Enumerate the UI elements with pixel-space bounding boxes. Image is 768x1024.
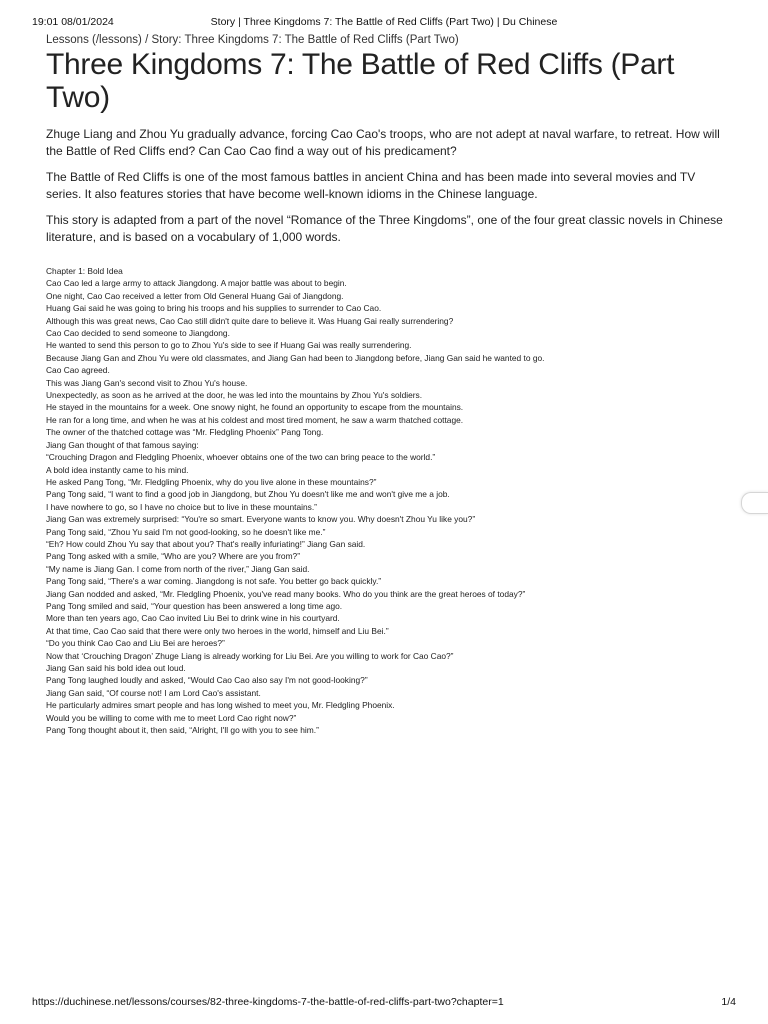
story-line: “Crouching Dragon and Fledgling Phoenix, whoever obtains one of the two can bring peace to the world.” <box>46 452 436 463</box>
story-line: One night, Cao Cao received a letter from Old General Huang Gai of Jiangdong. <box>46 290 344 301</box>
story-line: Although this was great news, Cao Cao still didn't quite dare to believe it. Was Huang Gai really surrendering? <box>46 315 454 326</box>
story-intro <box>46 126 726 246</box>
story-line: Jiang Gan thought of that famous saying: <box>46 439 199 450</box>
story-line: This was Jiang Gan's second visit to Zhou Yu's house. <box>46 377 248 388</box>
story-line: At that time, Cao Cao said that there were only two heroes in the world, himself and Liu Bei.” <box>46 625 389 636</box>
story-line: Jiang Gan said, “Of course not! I am Lord Cao's assistant. <box>46 687 261 698</box>
breadcrumb-lessons-link[interactable]: Lessons (/lessons) <box>46 34 142 46</box>
story-content <box>46 34 726 736</box>
breadcrumb-current: Story: Three Kingdoms 7: The Battle of Red Cliffs (Part Two) <box>151 34 459 46</box>
breadcrumb <box>46 34 726 46</box>
story-line: Huang Gai said he was going to bring his troops and his supplies to surrender to Cao Cao. <box>46 303 382 314</box>
intro-paragraph: This story is adapted from a part of the novel “Romance of the Three Kingdoms”, one of the four great classic novels in Chinese literature, and is based on a vocabulary of 1,000 words. <box>46 213 723 244</box>
story-line: Jiang Gan nodded and asked, “Mr. Fledgling Phoenix, you've read many books. Who do you think are the great heroes of today?” <box>46 588 526 599</box>
story-line: Cao Cao led a large army to attack Jiangdong. A major battle was about to begin. <box>46 278 347 289</box>
story-line: Pang Tong smiled and said, “Your question has been answered a long time ago. <box>46 600 343 611</box>
story-line: He asked Pang Tong, “Mr. Fledgling Phoenix, why do you live alone in these mountains?” <box>46 476 377 487</box>
print-url: https://duchinese.net/lessons/courses/82-three-kingdoms-7-the-battle-of-red-cliffs-part-two?chapter=1 <box>32 996 504 1008</box>
story-line: Pang Tong said, “Zhou Yu said I'm not good-looking, so he doesn't like me.” <box>46 526 326 537</box>
story-lines <box>46 277 726 736</box>
story-line: Now that ‘Crouching Dragon’ Zhuge Liang is already working for Liu Bei. Are you willing to work for Cao Cao?” <box>46 650 454 661</box>
chapter-title: Chapter 1: Bold Idea <box>46 266 123 276</box>
story-line: Pang Tong said, “I want to find a good job in Jiangdong, but Zhou Yu doesn't like me and won't give me a job. <box>46 489 450 500</box>
story-line: Jiang Gan said his bold idea out loud. <box>46 663 186 673</box>
story-line: “Eh? How could Zhou Yu say that about you? That's really infuriating!” Jiang Gan said. <box>46 538 366 549</box>
chapter-section <box>46 265 726 736</box>
story-line: Pang Tong laughed loudly and asked, “Would Cao Cao also say I'm not good-looking?” <box>46 675 368 686</box>
story-line: A bold idea instantly came to his mind. <box>46 464 189 475</box>
story-line: He particularly admires smart people and has long wished to meet you, Mr. Fledgling Phoenix. <box>46 700 395 711</box>
story-line: He stayed in the mountains for a week. One snowy night, he found an opportunity to escape from the mountains. <box>46 402 464 413</box>
story-line: Cao Cao decided to send someone to Jiangdong. <box>46 328 230 339</box>
story-line: “Do you think Cao Cao and Liu Bei are heroes?” <box>46 638 225 649</box>
story-line: I have nowhere to go, so I have no choice but to live in these mountains.” <box>46 501 317 512</box>
story-line: Pang Tong asked with a smile, “Who are you? Where are you from?” <box>46 551 301 562</box>
print-header <box>32 16 736 30</box>
story-line: He ran for a long time, and when he was at his coldest and most tired moment, he saw a warm thatched cottage. <box>46 414 464 425</box>
print-datetime: 19:01 08/01/2024 <box>32 16 114 28</box>
story-line: The owner of the thatched cottage was “Mr. Fledgling Phoenix” Pang Tong. <box>46 427 324 438</box>
story-line: More than ten years ago, Cao Cao invited Liu Bei to drink wine in his courtyard. <box>46 613 340 624</box>
page-title: Three Kingdoms 7: The Battle of Red Cliffs (Part Two) <box>46 48 675 114</box>
print-document-title: Story | Three Kingdoms 7: The Battle of Red Cliffs (Part Two) | Du Chinese <box>210 16 558 28</box>
print-footer <box>32 996 736 1010</box>
story-line: Pang Tong said, “There's a war coming. Jiangdong is not safe. You better go back quickly.” <box>46 576 382 587</box>
page-number: 1/4 <box>721 996 736 1008</box>
story-line: Would you be willing to come with me to meet Lord Cao right now?” <box>46 712 297 723</box>
story-line: Pang Tong thought about it, then said, “Alright, I'll go with you to see him.” <box>46 725 319 736</box>
story-line: Jiang Gan was extremely surprised: “You're so smart. Everyone wants to know you. Why doesn't Zhou Yu like you?” <box>46 514 476 525</box>
story-line: Because Jiang Gan and Zhou Yu were old classmates, and Jiang Gan had been to Jiangdong before, Jiang Gan said he wanted to go. <box>46 352 545 363</box>
story-line: He wanted to send this person to go to Zhou Yu's side to see if Huang Gai was really surrendering. <box>46 340 412 351</box>
side-panel-toggle[interactable] <box>741 492 768 514</box>
story-line: “My name is Jiang Gan. I come from north of the river,” Jiang Gan said. <box>46 563 310 574</box>
story-line: Cao Cao agreed. <box>46 365 110 376</box>
intro-paragraph: Zhuge Liang and Zhou Yu gradually advance, forcing Cao Cao's troops, who are not adept at naval warfare, to retreat. How will the Battle of Red Cliffs end? Can Cao Cao find a way out of his predicament? <box>46 127 720 158</box>
breadcrumb-separator: / <box>141 34 152 46</box>
intro-paragraph: The Battle of Red Cliffs is one of the most famous battles in ancient China and has been made into several movies and TV series. It also features stories that have become well-known idioms in the Chinese language. <box>46 170 696 201</box>
story-line: Unexpectedly, as soon as he arrived at the door, he was led into the mountains by Zhou Yu's soldiers. <box>46 390 423 401</box>
